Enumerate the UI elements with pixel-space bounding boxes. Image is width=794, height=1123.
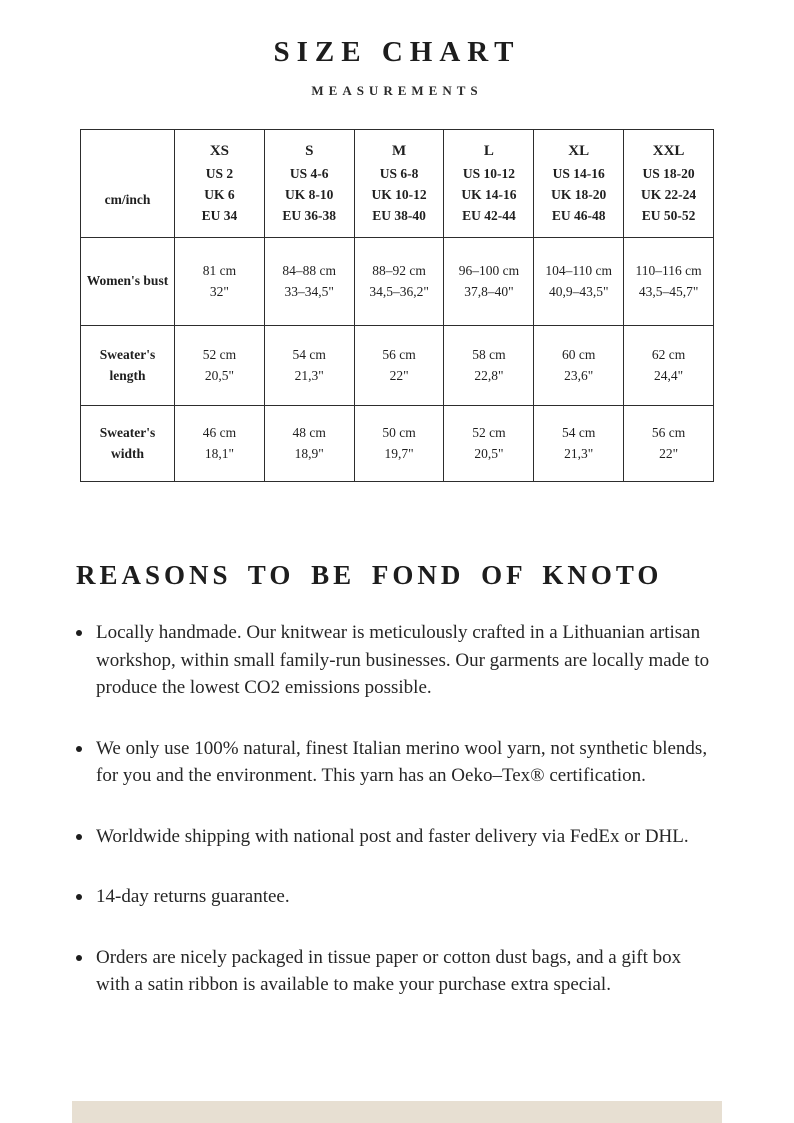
eu-size: EU 50-52 bbox=[641, 207, 696, 223]
cm-value: 54 cm bbox=[292, 346, 326, 362]
cm-value: 81 cm bbox=[202, 262, 237, 278]
reason-text: We only use 100% natural, finest Italian merino wool yarn, not synthetic blends, for you and the environment. This yarn has an Oeko–Tex® certification. bbox=[96, 737, 708, 787]
size-name: S bbox=[305, 143, 314, 160]
size-column-xs bbox=[175, 130, 265, 238]
page-subtitle: MEASUREMENTS bbox=[311, 83, 483, 98]
measure-cell bbox=[444, 326, 534, 406]
inch-value: 40,9–43,5" bbox=[548, 283, 609, 299]
size-name: XS bbox=[209, 143, 229, 160]
cm-value: 56 cm bbox=[382, 346, 416, 362]
us-size: US 4-6 bbox=[289, 165, 329, 181]
list-item bbox=[76, 735, 718, 790]
eu-size: EU 34 bbox=[201, 207, 238, 223]
measure-cell bbox=[175, 326, 265, 406]
measure-cell bbox=[354, 326, 444, 406]
cm-value: 96–100 cm bbox=[458, 262, 520, 278]
size-table bbox=[80, 129, 714, 482]
measure-cell bbox=[624, 406, 714, 482]
measure-cell bbox=[534, 238, 624, 326]
bullet-icon bbox=[76, 630, 82, 636]
page-title: SIZE CHART bbox=[273, 36, 521, 68]
bullet-icon bbox=[76, 834, 82, 840]
inch-value: 32" bbox=[209, 283, 229, 299]
cm-value: 48 cm bbox=[292, 424, 326, 440]
inch-value: 21,3" bbox=[564, 445, 594, 461]
uk-size: UK 14-16 bbox=[461, 186, 517, 202]
table-row-length bbox=[81, 326, 714, 406]
table-row-width bbox=[81, 406, 714, 482]
measure-cell bbox=[175, 238, 265, 326]
eu-size: EU 42-44 bbox=[462, 207, 516, 223]
inch-value: 22" bbox=[659, 445, 679, 461]
uk-size: UK 22-24 bbox=[641, 186, 697, 202]
measure-cell bbox=[444, 406, 534, 482]
inch-value: 21,3" bbox=[294, 367, 324, 383]
row-label: Sweater's length bbox=[81, 326, 175, 406]
bullet-icon bbox=[76, 894, 82, 900]
uk-size: UK 6 bbox=[204, 186, 235, 202]
list-item bbox=[76, 619, 718, 702]
eu-size: EU 46-48 bbox=[551, 207, 606, 223]
measure-cell bbox=[624, 326, 714, 406]
us-size: US 14-16 bbox=[552, 165, 605, 181]
list-item bbox=[76, 944, 718, 999]
inch-value: 18,1" bbox=[204, 445, 234, 461]
measure-cell bbox=[175, 406, 265, 482]
cm-value: 50 cm bbox=[382, 424, 416, 440]
uk-size: UK 18-20 bbox=[551, 186, 607, 202]
measure-cell bbox=[354, 238, 444, 326]
measure-cell bbox=[264, 326, 354, 406]
inch-value: 20,5" bbox=[204, 367, 234, 383]
measure-cell bbox=[444, 238, 534, 326]
cm-value: 104–110 cm bbox=[545, 262, 613, 278]
inch-value: 22,8" bbox=[474, 367, 504, 383]
cm-value: 56 cm bbox=[651, 424, 686, 440]
size-column-s bbox=[264, 130, 354, 238]
reason-text: Worldwide shipping with national post and faster delivery via FedEx or DHL. bbox=[96, 825, 689, 847]
inch-value: 18,9" bbox=[294, 445, 324, 461]
eu-size: EU 38-40 bbox=[372, 207, 426, 223]
cm-value: 62 cm bbox=[651, 346, 686, 362]
list-item bbox=[76, 823, 718, 851]
size-column-xxl bbox=[624, 130, 714, 238]
footer-accent-bar bbox=[72, 1101, 722, 1123]
uk-size: UK 8-10 bbox=[285, 186, 334, 202]
us-size: US 18-20 bbox=[642, 165, 695, 181]
inch-value: 19,7" bbox=[384, 445, 414, 461]
measure-cell bbox=[534, 326, 624, 406]
inch-value: 22" bbox=[389, 367, 409, 383]
cm-value: 110–116 cm bbox=[635, 262, 702, 278]
reason-text: Orders are nicely packaged in tissue paper or cotton dust bags, and a gift box with a satin ribbon is available to make your purchase extra special. bbox=[96, 946, 682, 996]
unit-label: cm/inch bbox=[81, 130, 175, 238]
size-column-l bbox=[444, 130, 534, 238]
cm-value: 52 cm bbox=[472, 424, 506, 440]
size-column-m bbox=[354, 130, 444, 238]
cm-value: 54 cm bbox=[562, 424, 596, 440]
inch-value: 23,6" bbox=[564, 367, 594, 383]
size-name: M bbox=[391, 143, 407, 160]
measure-cell bbox=[354, 406, 444, 482]
cm-value: 60 cm bbox=[562, 346, 596, 362]
cm-value: 58 cm bbox=[472, 346, 506, 362]
cm-value: 52 cm bbox=[202, 346, 237, 362]
us-size: US 10-12 bbox=[462, 165, 515, 181]
uk-size: UK 10-12 bbox=[371, 186, 427, 202]
list-item bbox=[76, 883, 718, 911]
row-label: Sweater's width bbox=[81, 406, 175, 482]
cm-value: 84–88 cm bbox=[282, 262, 337, 278]
eu-size: EU 36-38 bbox=[282, 207, 337, 223]
inch-value: 37,8–40" bbox=[464, 283, 514, 299]
row-label: Women's bust bbox=[81, 238, 175, 326]
reason-text: 14-day returns guarantee. bbox=[96, 886, 290, 908]
bullet-icon bbox=[76, 955, 82, 961]
cm-value: 88–92 cm bbox=[372, 262, 426, 278]
us-size: US 6-8 bbox=[379, 165, 419, 181]
measure-cell bbox=[534, 406, 624, 482]
size-column-xl bbox=[534, 130, 624, 238]
inch-value: 34,5–36,2" bbox=[369, 283, 429, 299]
bullet-icon bbox=[76, 746, 82, 752]
measure-cell bbox=[624, 238, 714, 326]
measure-cell bbox=[264, 238, 354, 326]
size-table-header-row bbox=[81, 130, 714, 238]
size-name: XL bbox=[568, 143, 590, 160]
inch-value: 43,5–45,7" bbox=[638, 283, 699, 299]
inch-value: 20,5" bbox=[474, 445, 504, 461]
table-row-bust bbox=[81, 238, 714, 326]
reason-text: Locally handmade. Our knitwear is meticulously crafted in a Lithuanian artisan workshop, within small family-run businesses. Our garments are locally made to produce the lowest CO2 emissions possible. bbox=[96, 622, 710, 699]
cm-value: 46 cm bbox=[202, 424, 237, 440]
inch-value: 33–34,5" bbox=[284, 283, 334, 299]
reasons-list bbox=[76, 619, 718, 999]
size-name: XXL bbox=[652, 143, 685, 160]
us-size: US 2 bbox=[205, 165, 234, 181]
size-name: L bbox=[483, 143, 494, 160]
measure-cell bbox=[264, 406, 354, 482]
inch-value: 24,4" bbox=[654, 367, 684, 383]
reasons-heading: REASONS TO BE FOND OF KNOTO bbox=[76, 560, 663, 590]
